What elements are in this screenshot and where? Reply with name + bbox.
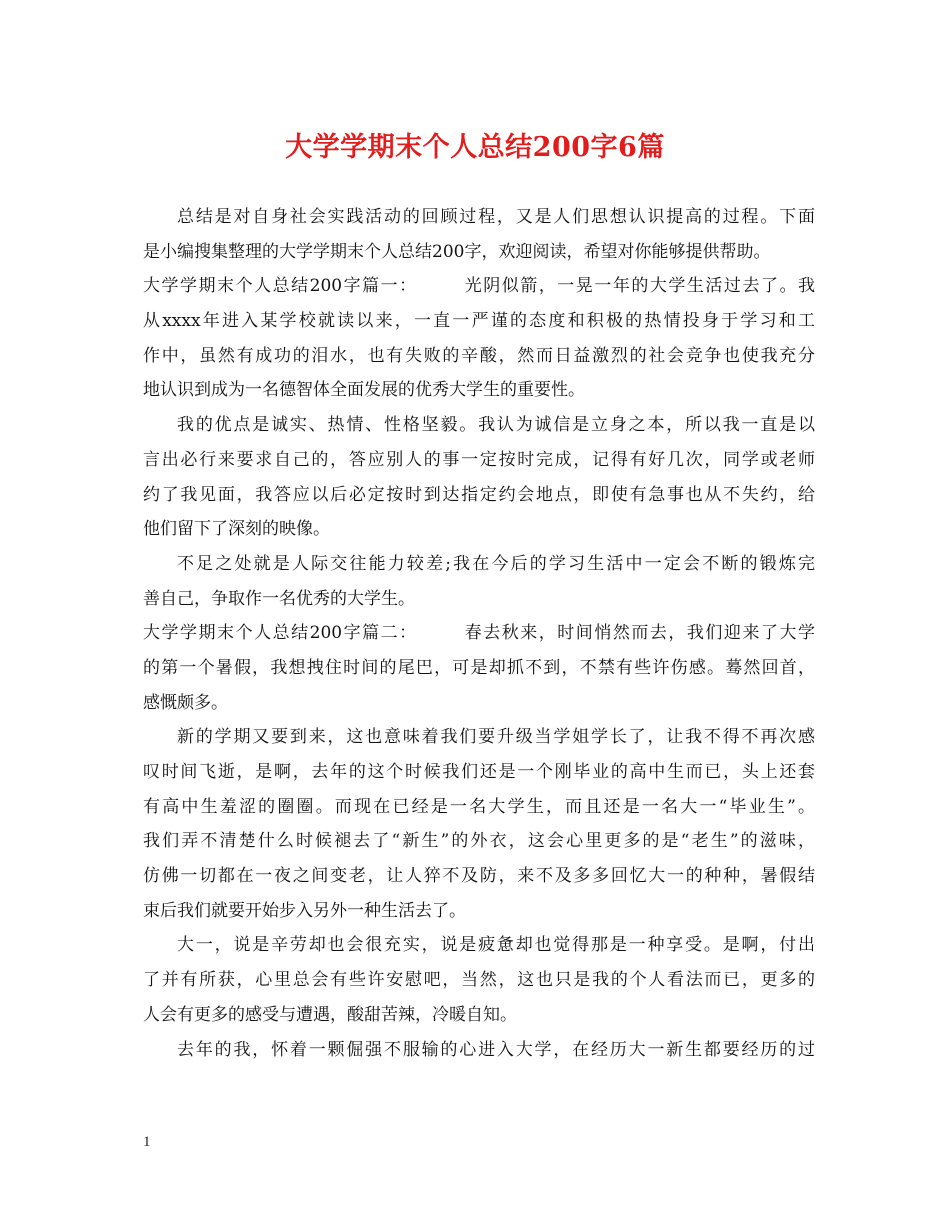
body-line: 大学学期末个人总结200字篇二： 春去秋来，时间悄然而去，我们迎来了大学 bbox=[143, 623, 815, 644]
body-line: 是小编搜集整理的大学学期末个人总结200字，欢迎阅读，希望对你能够提供帮助。 bbox=[143, 241, 771, 262]
body-line: 我的优点是诚实、热情、性格坚毅。我认为诚信是立身之本，所以我一直是以 bbox=[177, 415, 815, 436]
body-line: 人会有更多的感受与遭遇，酸甜苦辣，冷暖自知。 bbox=[143, 1004, 517, 1025]
body-line: 去年的我，怀着一颗倔强不服输的心进入大学，在经历大一新生都要经历的过 bbox=[177, 1039, 815, 1060]
body-line: 作中，虽然有成功的泪水，也有失败的辛酸，然而日益激烈的社会竞争也使我充分 bbox=[143, 345, 815, 366]
body-line: 我们弄不清楚什么时候褪去了“新生”的外衣，这会心里更多的是“老生”的滋味， bbox=[143, 831, 815, 852]
document-title: 大学学期末个人总结200字6篇 bbox=[285, 132, 665, 163]
document-body bbox=[143, 200, 815, 1067]
body-line: 大学学期末个人总结200字篇一： 光阴似箭，一晃一年的大学生活过去了。我 bbox=[143, 276, 815, 297]
body-line: 言出必行来要求自己的，答应别人的事一定按时完成，记得有好几次，同学或老师 bbox=[143, 449, 815, 470]
body-line: 了并有所获，心里总会有些许安慰吧，当然，这也只是我的个人看法而已，更多的 bbox=[143, 970, 815, 991]
body-line: 他们留下了深刻的映像。 bbox=[143, 519, 330, 540]
body-line: 叹时间飞逝，是啊，去年的这个时候我们还是一个刚毕业的高中生而已，头上还套 bbox=[143, 762, 815, 782]
body-line: 新的学期又要到来，这也意味着我们要升级当学姐学长了，让我不得不再次感 bbox=[177, 727, 815, 748]
body-line: 大一，说是辛劳却也会很充实，说是疲惫却也觉得那是一种享受。是啊，付出 bbox=[177, 935, 815, 956]
body-line: 束后我们就要开始步入另外一种生活去了。 bbox=[143, 900, 466, 921]
body-line: 地认识到成为一名德智体全面发展的优秀大学生的重要性。 bbox=[143, 380, 585, 401]
body-line: 约了我见面，我答应以后必定按时到达指定约会地点，即使有急事也从不失约，给 bbox=[143, 484, 815, 505]
body-line: 感慨颇多。 bbox=[143, 692, 228, 713]
body-line: 总结是对自身社会实践活动的回顾过程，又是人们思想认识提高的过程。下面 bbox=[177, 207, 815, 227]
body-line: 仿佛一切都在一夜之间变老，让人猝不及防，来不及多多回忆大一的种种，暑假结 bbox=[143, 866, 815, 887]
page-number: 1 bbox=[143, 1134, 151, 1150]
body-line: 不足之处就是人际交往能力较差;我在今后的学习生活中一定会不断的锻炼完 bbox=[177, 553, 815, 574]
body-line: 从xxxx年进入某学校就读以来，一直一严谨的态度和积极的热情投身于学习和工 bbox=[143, 311, 815, 332]
body-line: 的第一个暑假，我想拽住时间的尾巴，可是却抓不到，不禁有些许伤感。蓦然回首， bbox=[143, 657, 815, 678]
body-line: 有高中生羞涩的圈圈。而现在已经是一名大学生，而且还是一名大一“毕业生”。 bbox=[143, 796, 815, 817]
body-line: 善自己，争取作一名优秀的大学生。 bbox=[143, 588, 415, 609]
